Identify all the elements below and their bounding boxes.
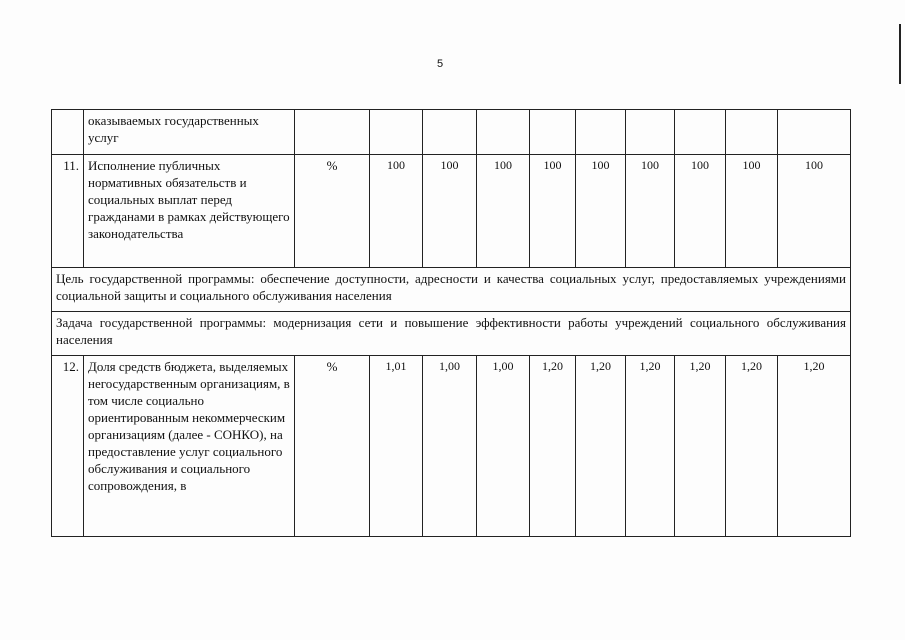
indicators-table [51,109,851,537]
scan-edge-line [899,24,901,84]
program-goal-text: Цель государственной программы: обеспечение доступности, адресности и качества социальных услуг, предоставляемых учреждениями социальной защиты и социального обслуживания населения [52,268,851,312]
value-cell [423,110,477,155]
value-cell: 1,20 [726,356,778,537]
value-cell [530,110,576,155]
value-cell: 100 [726,155,778,268]
row-number [52,110,84,155]
value-cell [370,110,423,155]
value-cell [778,110,851,155]
row-number: 12. [52,356,84,537]
value-cell [626,110,675,155]
value-cell: 1,20 [778,356,851,537]
value-cell: 100 [675,155,726,268]
value-cell [726,110,778,155]
value-cell: 1,00 [423,356,477,537]
unit-cell: % [295,356,370,537]
value-cell: 100 [530,155,576,268]
program-task-text: Задача государственной программы: модернизация сети и повышение эффективности работы учреждений социального обслуживания населения [52,312,851,356]
value-cell [477,110,530,155]
value-cell: 1,20 [576,356,626,537]
value-cell: 100 [778,155,851,268]
value-cell: 1,20 [675,356,726,537]
table-row [52,356,851,537]
value-cell [576,110,626,155]
indicator-name: Доля средств бюджета, выделяемых негосударственным организациям, в том числе социально ориентированным некоммерческим организациям (далее - СОНКО), на предоставление услуг социального обслуживания и социального сопровождения, в [84,356,295,537]
value-cell: 1,20 [530,356,576,537]
value-cell: 1,00 [477,356,530,537]
section-row-goal [52,268,851,312]
value-cell [675,110,726,155]
row-number: 11. [52,155,84,268]
table-row [52,110,851,155]
value-cell: 1,01 [370,356,423,537]
value-cell: 100 [626,155,675,268]
page-number: 5 [437,58,444,70]
value-cell: 100 [370,155,423,268]
indicator-name: оказываемых государственных услуг [84,110,295,155]
indicator-name: Исполнение публичных нормативных обязательств и социальных выплат перед гражданами в рамках действующего законодательства [84,155,295,268]
unit-cell: % [295,155,370,268]
value-cell: 100 [576,155,626,268]
value-cell: 100 [477,155,530,268]
unit-cell [295,110,370,155]
value-cell: 100 [423,155,477,268]
section-row-task [52,312,851,356]
table-row [52,155,851,268]
value-cell: 1,20 [626,356,675,537]
